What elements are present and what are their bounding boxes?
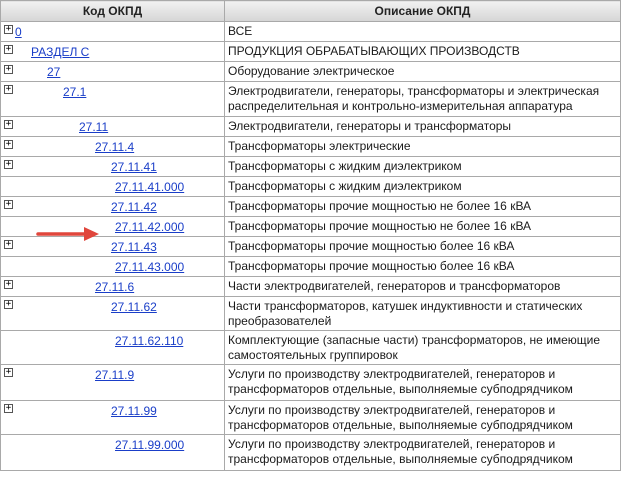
code-cell [1,82,225,117]
code-cell [1,331,225,365]
description-cell: Комплектующие (запасные части) трансформаторов, не имеющие самостоятельных группировок [225,331,621,365]
okpd-code-link[interactable]: 27.11 [79,120,109,134]
okpd-code-link[interactable]: РАЗДЕЛ C [31,45,90,59]
expand-plus-icon[interactable]: + [5,279,12,289]
arrow-head [84,227,99,241]
expand-plus-icon[interactable]: + [5,199,12,209]
code-cell [1,237,225,257]
table-row [1,137,621,157]
okpd-code-link[interactable]: 27.11.62 [111,300,157,314]
table-row [1,177,621,197]
expand-plus-icon[interactable]: + [5,367,12,377]
code-cell [1,217,225,237]
description-cell: Трансформаторы прочие мощностью более 16 кВА [225,257,621,277]
expand-plus-icon[interactable]: + [5,239,12,249]
code-cell [1,42,225,62]
table-row [1,277,621,297]
description-cell: Услуги по производству электродвигателей, генераторов и трансформаторов отдельные, выполняемые субподрядчиком [225,365,621,401]
table-row [1,157,621,177]
description-cell: Трансформаторы прочие мощностью не более 16 кВА [225,197,621,217]
table-row [1,62,621,82]
okpd-code-link[interactable]: 0 [15,25,22,39]
okpd-code-link[interactable]: 27.1 [63,85,87,99]
okpd-code-link[interactable]: 27.11.4 [95,140,135,154]
code-cell [1,157,225,177]
table-row [1,117,621,137]
expand-plus-icon[interactable]: + [5,64,12,74]
code-cell [1,401,225,435]
description-cell: Трансформаторы с жидким диэлектриком [225,157,621,177]
code-cell [1,62,225,82]
table-row [1,22,621,42]
table-row [1,401,621,435]
table-row [1,42,621,62]
code-cell [1,22,225,42]
okpd-code-link[interactable]: 27.11.6 [95,280,135,294]
description-cell: Части электродвигателей, генераторов и трансформаторов [225,277,621,297]
code-cell [1,435,225,471]
description-cell: Трансформаторы прочие мощностью более 16 кВА [225,237,621,257]
description-cell: Трансформаторы с жидким диэлектриком [225,177,621,197]
code-cell [1,117,225,137]
code-cell [1,137,225,157]
description-cell: Услуги по производству электродвигателей, генераторов и трансформаторов отдельные, выполняемые субподрядчиком [225,435,621,471]
okpd-code-link[interactable]: 27.11.99 [111,404,157,418]
red-arrow-icon [36,226,100,242]
description-cell: Услуги по производству электродвигателей, генераторов и трансформаторов отдельные, выполняемые субподрядчиком [225,401,621,435]
code-cell [1,257,225,277]
description-cell: Оборудование электрическое [225,62,621,82]
description-cell: ВСЕ [225,22,621,42]
code-cell [1,177,225,197]
column-header-code[interactable]: Код ОКПД [1,1,225,22]
code-cell [1,277,225,297]
code-cell [1,297,225,331]
okpd-code-link[interactable]: 27.11.62.110 [115,334,184,348]
expand-plus-icon[interactable]: + [5,139,12,149]
description-cell: Электродвигатели, генераторы и трансформаторы [225,117,621,137]
description-cell: Трансформаторы электрические [225,137,621,157]
table-row [1,82,621,117]
expand-plus-icon[interactable]: + [5,119,12,129]
okpd-code-link[interactable]: 27.11.41 [111,160,157,174]
expand-plus-icon[interactable]: + [5,403,12,413]
table-row [1,197,621,217]
description-cell: Трансформаторы прочие мощностью не более 16 кВА [225,217,621,237]
okpd-code-link[interactable]: 27.11.43.000 [115,260,185,274]
description-cell: Электродвигатели, генераторы, трансформаторы и электрическая распределительная и контрольно-измерительная аппаратура [225,82,621,117]
table-header-row [1,1,621,22]
expand-plus-icon[interactable]: + [5,24,12,34]
okpd-code-link[interactable]: 27.11.99.000 [115,438,185,452]
code-cell [1,197,225,217]
okpd-code-link[interactable]: 27.11.43 [111,240,157,254]
okpd-code-link[interactable]: 27.11.42 [111,200,157,214]
table-row [1,257,621,277]
table-row [1,297,621,331]
okpd-code-link[interactable]: 27 [47,65,61,79]
okpd-code-link[interactable]: 27.11.9 [95,368,135,382]
expand-plus-icon[interactable]: + [5,84,12,94]
table-row [1,435,621,471]
column-header-description[interactable]: Описание ОКПД [225,1,621,22]
description-cell: ПРОДУКЦИЯ ОБРАБАТЫВАЮЩИХ ПРОИЗВОДСТВ [225,42,621,62]
table-row [1,365,621,401]
code-cell [1,365,225,401]
description-cell: Части трансформаторов, катушек индуктивности и статических преобразователей [225,297,621,331]
okpd-code-link[interactable]: 27.11.41.000 [115,180,185,194]
expand-plus-icon[interactable]: + [5,299,12,309]
expand-plus-icon[interactable]: + [5,44,12,54]
expand-plus-icon[interactable]: + [5,159,12,169]
table-row [1,331,621,365]
okpd-code-link[interactable]: 27.11.42.000 [115,220,185,234]
